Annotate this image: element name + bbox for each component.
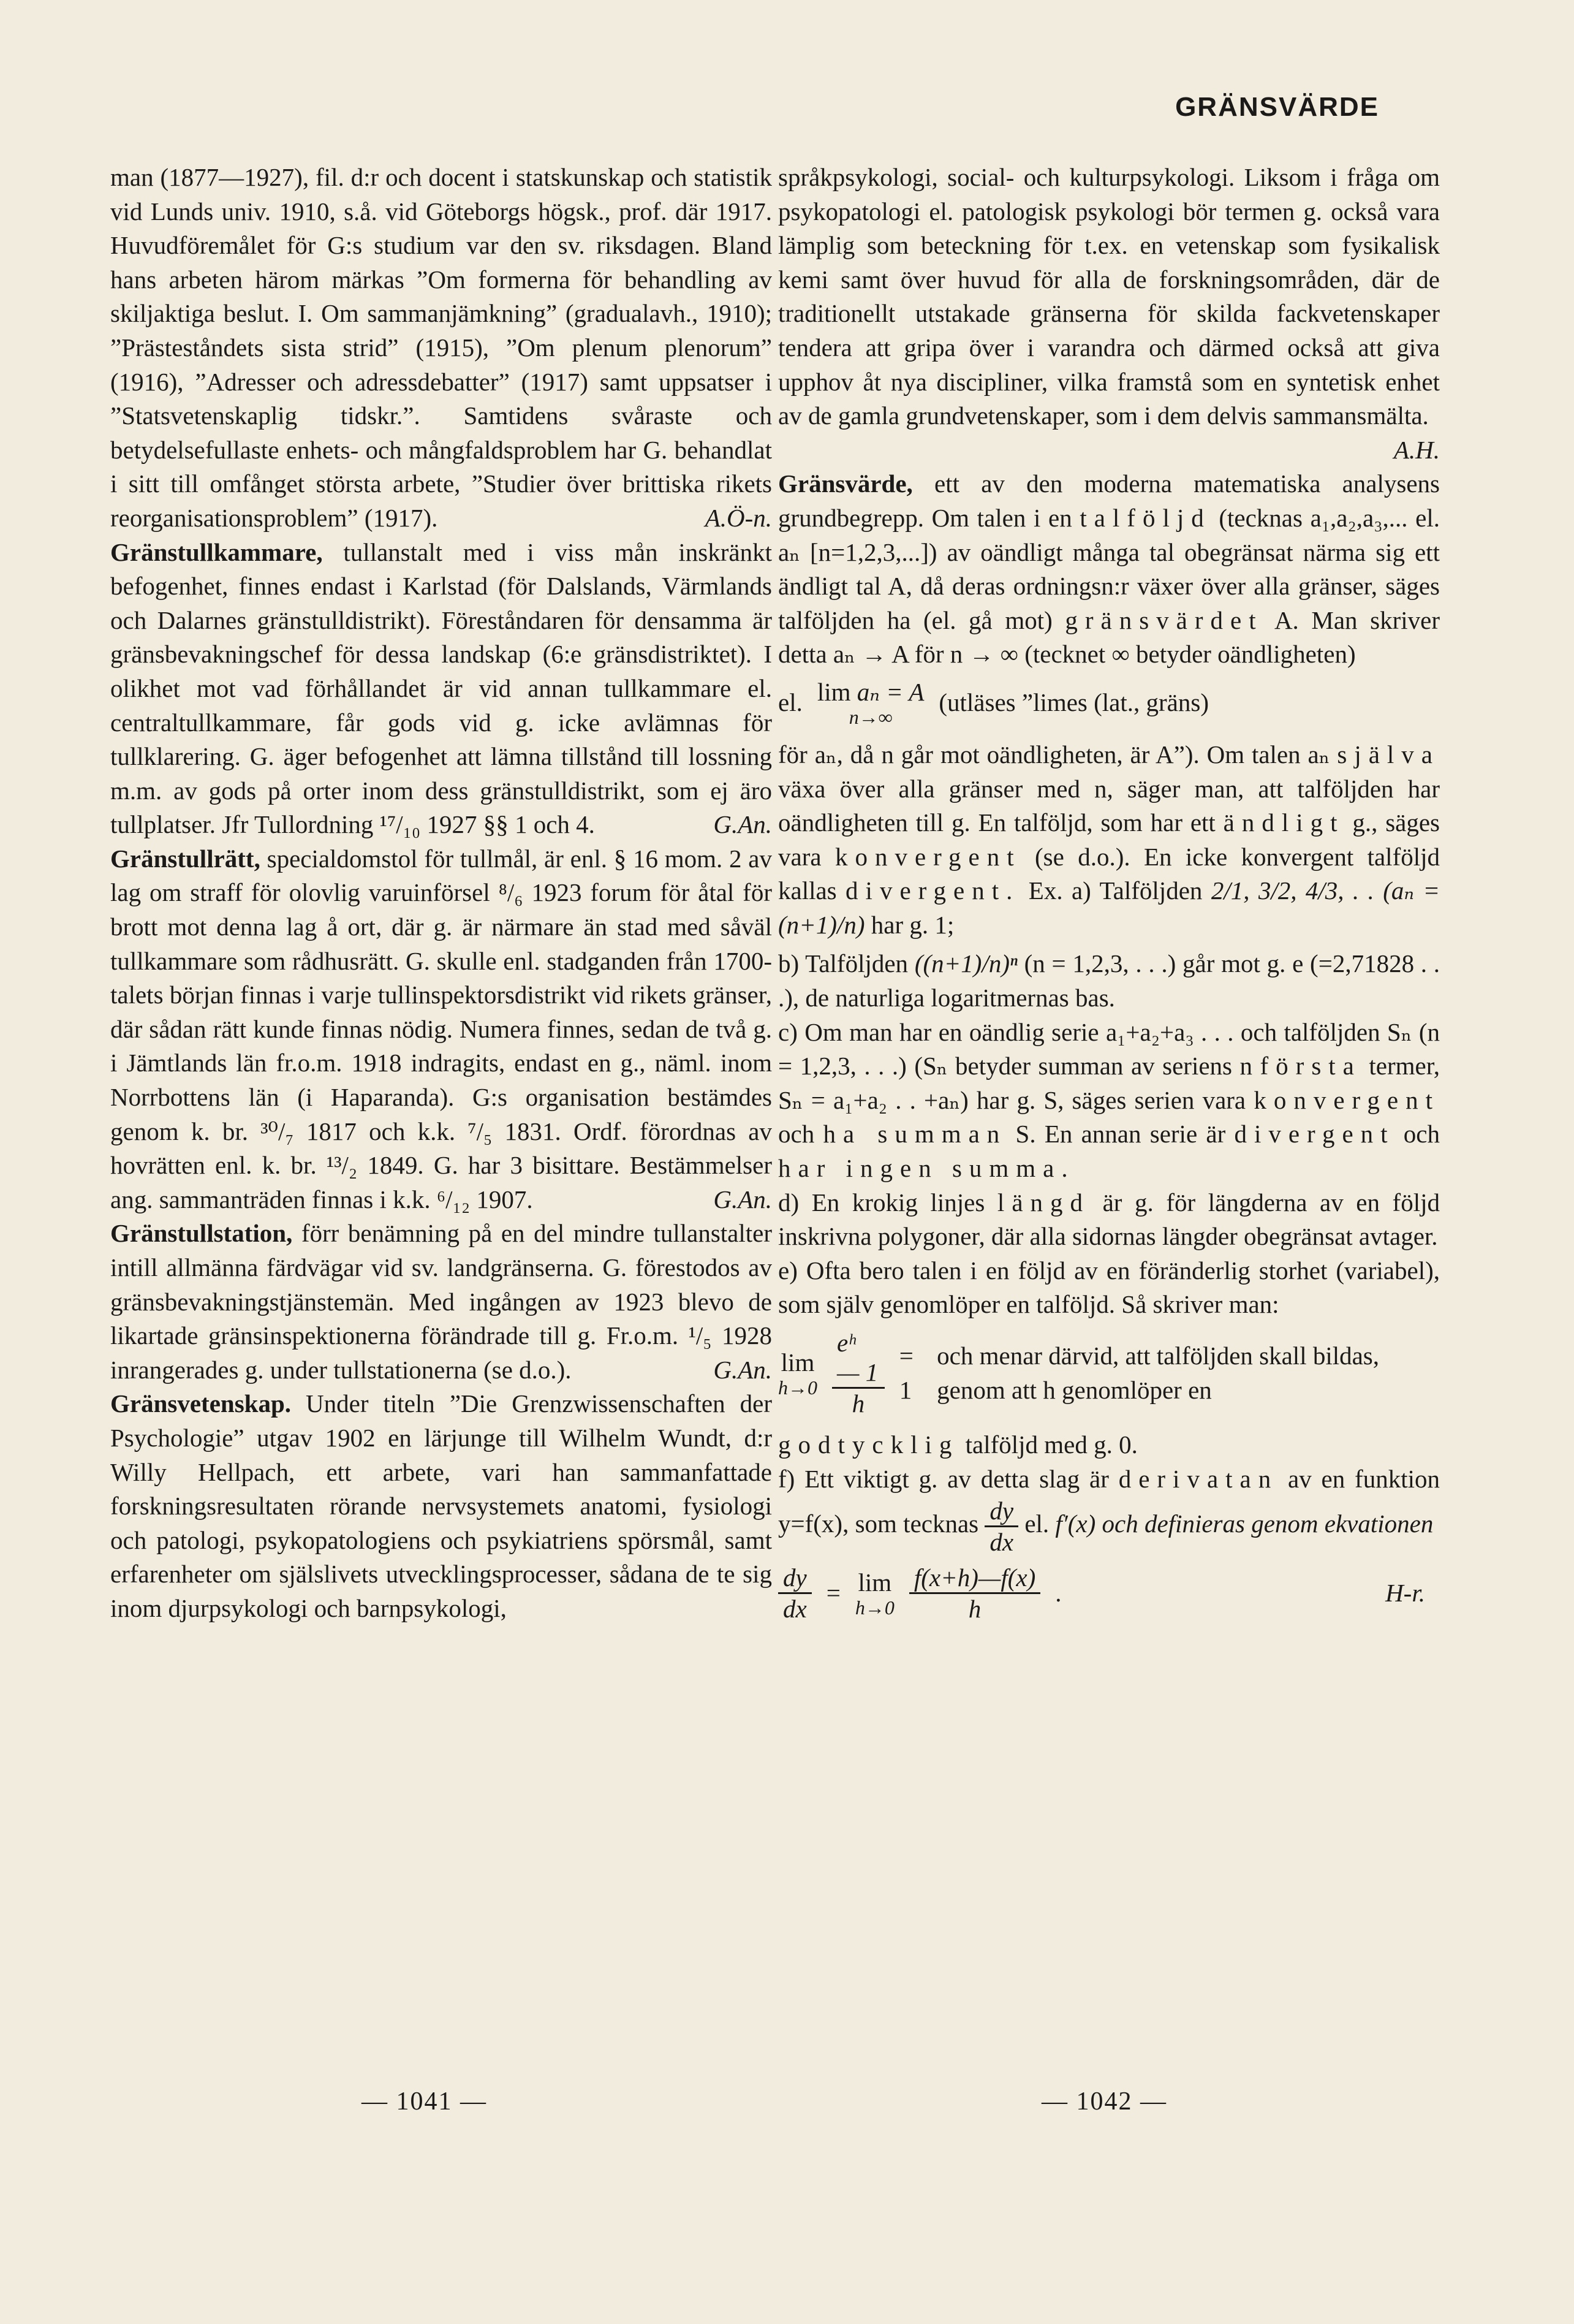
author-signature: A.Ö-n. [705,503,772,532]
entry-text: och [1403,1120,1440,1149]
entry-text: specialdomstol för tullmål, är enl. § 16 mom. 2 av lag om straff för olovlig varuinförsel ⁸/₆ 1923 forum för åtal för brott mot denna lag å ort, där g. är närmare än stad med såväl tullkammare som rådhusrätt. G. skulle enl. stadganden från 1700-talets början finnas i varje tullinspektorsdistrikt vid rikets gränser, där sådan rätt kunde finnas nödig. Numera finnes, sedan de två g. i Jämtlands län fr.o.m. 1918 indragits, endast en g., näml. inom Norrbottens län (i Haparanda). G:s organisation bestämdes genom k. br. ³⁰/₇ 1817 och k.k. ⁷/₅ 1831. Ordf. förordnas av hovrätten enl. k. br. ¹³/₂ 1849. G. har 3 bisittare. Bestämmelser ang. sammanträden finnas i k.k. ⁶/₁₂ 1907. [110,844,773,1213]
spaced-term: derivatan [1118,1464,1279,1493]
spaced-term: talföljd [1080,503,1211,532]
entry-text: (se d.o.). En icke konvergent talföljd kallas [778,842,1440,905]
entry-text: e) Ofta bero talen i en följd av en föränderlig storhet (variabel), som själv genomlöper en talföljd. Så skriver man: [778,1256,1440,1319]
limit-operator [855,1568,895,1619]
fraction [985,1496,1018,1557]
spaced-term: konvergent [834,842,1021,871]
spaced-term: divergent. [846,876,1020,905]
entry-text: termer, Sₙ = a₁+a₂ . . +aₙ) har g. S, säges serien vara [778,1052,1440,1114]
entry-text: (tecknas a₁,a₂,a₃,... el. aₙ [n=1,2,3,...]) av oändligt många tal obegränsat närma sig ett ändligt tal A, då deras ordningsn:r växer över alla gränser, säges talföljden ha (el. gå mot) [778,503,1440,634]
entry-text: för aₙ, då n går mot oändligheten, är A”). Om talen aₙ [778,740,1330,769]
entry-gransvarde [778,467,1440,672]
entry-text: A. Man skriver detta aₙ → A för n → ∞ (tecknet ∞ betyder oändligheten) [778,606,1440,669]
formula-el: el. [778,688,803,717]
example-e [778,1254,1440,1322]
formula-reading: (utläses ”limes (lat., gräns) [939,688,1209,717]
limit-operator [817,678,925,728]
equals-sign: = [826,1578,841,1607]
author-signature: H-r. [1385,1578,1425,1607]
entry-text: växa över alla gränser med n, säger man, att talföljden har oändligheten till g. En talföljd, som har ett [778,774,1440,837]
limit-formula [778,678,1440,728]
lim-word: lim [781,1348,815,1377]
author-signature: G.An. [713,810,772,839]
entry-continuation [110,161,772,536]
formula-rhs: = 1 [899,1341,914,1404]
page-number-left: — 1041 — [361,2087,487,2116]
numerator: dy [778,1563,812,1594]
entry-text: Under titeln ”Die Grenzwissenschaften der Psychologie” utgav 1902 en lärjunge till Wilhelm Wundt, d:r Willy Hellpach, ett arbete, vari han sammanfattade forskningsresultaten rörande nervsystemets anatomi, fysiologi och patologi, psykopatologiens och psykiatriens spörsmål, samt erfarenheter om själslivets utvecklingsprocesser, sådana de te sig inom djurpsykologi och barnpsykologi, [110,1389,772,1622]
entry-text: el. [1024,1509,1050,1538]
example-e-cont [778,1428,1440,1462]
author-signature: A.H. [1393,435,1440,464]
fraction [909,1563,1040,1623]
example-a-sequence: 2/1, 3/2, 4/3, . . [1211,876,1374,905]
period: . [1055,1578,1062,1607]
numerator: f(x+h)—f(x) [909,1563,1040,1594]
entry-text: förr benämning på en del mindre tullanstalter intill allmänna färdvägar vid sv. landgränserna. G. förestodos av gränsbevakningstjänstemän. Med ingången av 1923 blevo de likartade gränsinspektionerna förändrade till g. Fr.o.m. ¹/₅ 1928 inrangerades g. under tullstationerna (se d.o.). [110,1219,772,1384]
entry-granstullkammare [110,536,772,842]
denominator: dx [783,1595,807,1623]
example-a-term: (aₙ = (n+1)/n) [778,876,1440,939]
exp-limit-formula [778,1328,1440,1418]
numerator: dy [985,1496,1018,1527]
entry-text: och [778,1120,815,1149]
example-b-label: b) Talföljden [778,949,909,978]
entry-text: f) Ett viktigt g. av detta slag är [778,1464,1109,1493]
entry-granstullratt [110,842,772,1217]
example-c [778,1016,1440,1186]
headword: Gränstullrätt, [110,844,260,873]
entry-text: c) Om man har en oändlig serie a₁+a₂+a₃ . . . och talföljden Sₙ (n = 1,2,3, . . .) (Sₙ betyder summan av seriens n [778,1017,1440,1080]
limit-operator [778,1348,817,1399]
spaced-term: godtycklig [778,1430,959,1459]
lim-word: lim [858,1568,892,1597]
author-signature: G.An. [713,1185,772,1213]
example-b-result: g. e (=2,71828 . . .), de naturliga logaritmernas bas. [778,949,1440,1012]
example-a-result: har g. 1; [871,910,955,939]
example-b-expression: ((n+1)/n)ⁿ [914,949,1018,978]
spaced-term: själva [1337,740,1440,769]
author-signature: G.An. [713,1355,772,1384]
derivative-formula [778,1563,1440,1623]
entry-text: g., säges vara [778,808,1440,871]
entry-gransvetenskap [110,1387,772,1625]
lim-word: lim [817,677,851,706]
entry-gransvetenskap-cont [778,161,1440,467]
example-f [778,1462,1440,1557]
denominator: dx [989,1528,1014,1557]
entry-text: talföljd med g. 0. [965,1430,1138,1459]
entry-text: S. En annan serie är [1015,1120,1226,1149]
example-b-text: (n = 1,2,3, . . .) går mot [1024,949,1260,978]
fraction [832,1328,885,1418]
lim-subscript: n→∞ [849,705,893,728]
headword: Gränstullkammare, [110,537,323,566]
numerator: eʰ — 1 [832,1328,885,1389]
entry-text: ett av den moderna matematiska analysens grundbegrepp. Om talen i en [778,469,1440,532]
spaced-term: ha summan [823,1120,1007,1149]
headword: Gränsvärde, [778,469,913,498]
spaced-term: längd [997,1188,1091,1217]
spaced-term: ändligt [1223,808,1345,837]
spaced-term: divergent [1234,1120,1395,1149]
entry-text: språkpsykologi, social- och kulturpsykologi. Liksom i fråga om psykopatologi el. patologisk psykologi bör termen g. också vara lämplig som beteckning för t.ex. en vetenskap som fysikalisk kemi samt över huvud för alla de forskningsområden, där de traditionellt utstakade gränserna för skilda fackvetenskaper tendera att gripa över i varandra och därmed också att giva upphov åt nya discipliner, vilka framstå som en syntetisk enhet av de gamla grundvetenskaper, som i dem delvis sammansmälta. [778,163,1440,430]
entry-gransvarde-cont [778,738,1440,943]
lim-expression: aₙ = A [857,677,925,706]
entry-text: d) En krokig linjes [778,1188,985,1217]
entry-text: man (1877—1927), fil. d:r och docent i statskunskap och statistik vid Lunds univ. 1910, s.å. vid Göteborgs högsk., prof. där 1917. Huvudföremålet för G:s studium var den sv. riksdagen. Bland hans arbeten härom märkas ”Om formerna för behandling av skiljaktiga beslut. I. Om sammanjämkning” (gradualavh., 1910); ”Prästeståndets sista strid” (1915), ”Om plenum plenorum” (1916), ”Adresser och adressdebatter” (1917) samt uppsatser i ”Statsvetenskaplig tidskr.”. Samtidens svåraste och betydelsefullaste enhets- och mångfaldsproblem har G. behandlat i sitt till omfånget största arbete, ”Studier över brittiska rikets reorganisationsproblem” (1917). [110,163,772,532]
example-a-label: Ex. a) Talföljden [1028,876,1203,905]
entry-text: är g. för längderna av en följd inskrivna polygoner, där alla sidornas längder obegränsat avtager. [778,1188,1440,1251]
headword: Gränstullstation, [110,1219,293,1248]
lim-subscript: h→0 [855,1596,895,1619]
fraction [778,1563,812,1623]
entry-granstullstation [110,1217,772,1387]
denominator: h [852,1389,865,1418]
headword: Gränsvetenskap. [110,1389,292,1418]
example-d [778,1186,1440,1254]
example-b [778,947,1440,1015]
entry-text: f′(x) och definieras genom ekvationen [1055,1509,1434,1538]
spaced-term: har ingen summa. [778,1154,1075,1183]
spaced-term: första [1260,1052,1361,1080]
entry-text: av en funktion y=f(x), som tecknas [778,1464,1440,1538]
spaced-term: konvergent [1254,1085,1440,1114]
lim-subscript: h→0 [778,1376,817,1399]
denominator: h [968,1595,982,1623]
left-column [110,161,772,1626]
page-number-right: — 1042 — [1042,2087,1167,2116]
spaced-term: gränsvärdet [1065,606,1263,634]
formula-explanation: och menar därvid, att talföljden skall bildas, genom att h genomlöper en [937,1341,1380,1404]
right-column [778,161,1440,1633]
entry-text: tullanstalt med i viss mån inskränkt befogenhet, finnes endast i Karlstad (för Dalslands, Värmlands och Dalarnes gränstulldistrikt). Föreståndaren för densamma är gränsbevakningschef för dessa landskap (6:e gränsdistriktet). I olikhet mot vad förhållandet är vid annan tullkammare el. centraltullkammare, får gods vid g. icke avlämnas för tullklarering. G. äger befogenhet att lämna tillstånd till lossning m.m. av gods på orter inom dess gränstulldistrikt, som ej äro tullplatser. Jfr Tullordning ¹⁷/₁₀ 1927 §§ 1 och 4. [110,537,772,839]
running-title: GRÄNSVÄRDE [1175,92,1379,122]
